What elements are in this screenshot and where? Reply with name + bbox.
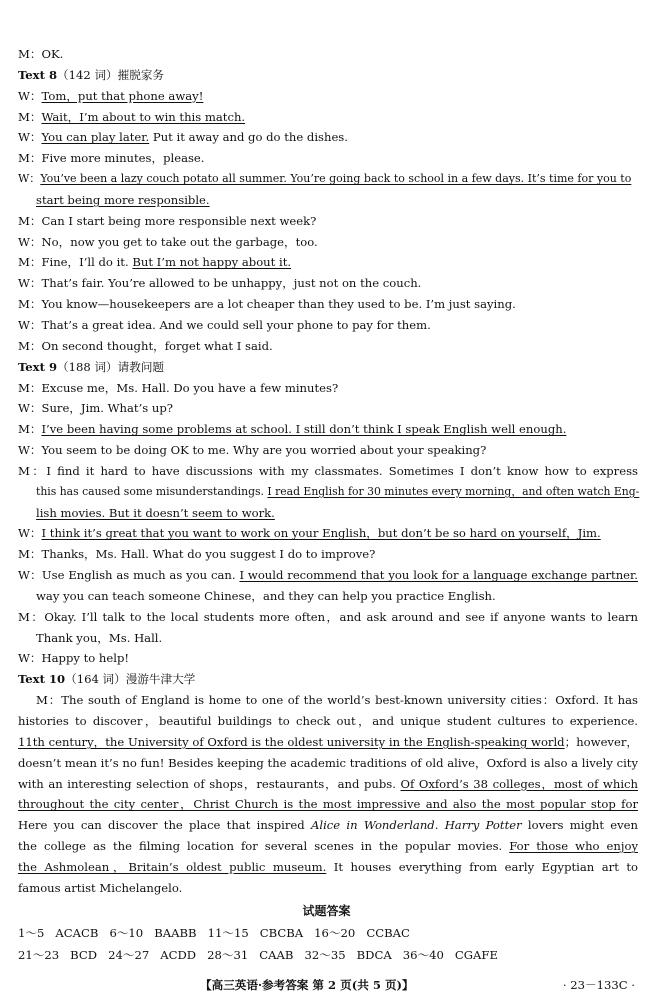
line-text: famous artist Michelangelo. bbox=[18, 880, 183, 895]
line-text: Text 9 bbox=[18, 359, 58, 374]
underlined-text: I’ve been having some problems at school. I still don’t think I speak English well enough. bbox=[41, 422, 567, 437]
line-text: ；however， bbox=[564, 734, 638, 749]
answer-row-2: 21～23 BCD 24～27 ACDD 28～31 CAAB 32～35 BDCA 36～40 CGAFE bbox=[18, 948, 498, 962]
line-text: M：On second thought，forget what I said. bbox=[18, 338, 273, 353]
line-text: M：The south of England is home to one of the world’s best-known university cities：Oxford. It has bbox=[36, 693, 638, 708]
transcript-line bbox=[18, 461, 638, 482]
underlined-text: You’ve been a lazy couch potato all summer. You’re going back to school in a few days. It’s time for you to bbox=[40, 172, 632, 186]
line-text: M：Fine，I’ll do it. bbox=[18, 255, 133, 270]
line-text: Here you can discover the place that inspired bbox=[18, 818, 311, 833]
line-text: M：Can I start being more responsible next week? bbox=[18, 213, 317, 228]
line-text: Harry Potter bbox=[444, 818, 522, 833]
transcript-line bbox=[18, 878, 638, 899]
line-text: histories to discover，beautiful buildings to check out，and unique student cultures to experience. bbox=[18, 714, 638, 728]
line-text: M：You know—housekeepers are a lot cheaper than they used to be. I’m just saying. bbox=[18, 297, 516, 312]
section-heading bbox=[18, 357, 638, 378]
line-text: W： bbox=[18, 172, 41, 186]
transcript-line bbox=[18, 774, 638, 795]
line-text: way you can teach someone Chinese，and they can help you practice English. bbox=[36, 588, 496, 603]
line-text: Alice in Wonderland bbox=[310, 818, 435, 833]
line-text: doesn’t mean it’s no fun! Besides keeping the academic traditions of old alive，Oxford is also a lively city bbox=[18, 755, 638, 770]
transcript-line bbox=[18, 711, 638, 732]
transcript-line bbox=[18, 107, 638, 128]
line-text: M：OK. bbox=[18, 47, 64, 61]
underlined-text: start being more responsible. bbox=[36, 192, 210, 207]
line-text: this has caused some misunderstandings. bbox=[36, 484, 268, 498]
line-text: lovers might even bbox=[527, 818, 638, 833]
line-text: M： bbox=[18, 109, 42, 124]
transcript-line bbox=[18, 86, 638, 107]
line-text: M：Excuse me，Ms. Hall. Do you have a few minutes? bbox=[18, 380, 339, 395]
underlined-text: You can play later. bbox=[41, 130, 150, 145]
transcript-body bbox=[18, 44, 638, 899]
line-text: Put it away and go do the dishes. bbox=[149, 130, 348, 145]
line-text: M：I find it hard to have discussions with my classmates. Sometimes I don’t know how to express bbox=[18, 463, 638, 478]
transcript-line bbox=[18, 44, 638, 65]
underlined-text: Wait，I’m about to win this match. bbox=[41, 109, 246, 124]
answer-row-1: 1～5 ACACB 6～10 BAABB 11～15 CBCBA 16～20 CCBAC bbox=[18, 926, 410, 940]
answers-title: 试题答案 bbox=[302, 904, 351, 918]
underlined-text: the Ashmolean，Britain’s oldest public museum. bbox=[18, 859, 327, 874]
transcript-line bbox=[18, 523, 638, 544]
underlined-text: I would recommend that you look for a language exchange partner. bbox=[239, 568, 638, 583]
line-text: . bbox=[434, 818, 445, 833]
transcript-line bbox=[18, 419, 638, 440]
transcript-line bbox=[18, 378, 638, 399]
section-heading bbox=[18, 65, 638, 86]
transcript-line bbox=[18, 565, 638, 586]
line-text: Text 10 bbox=[18, 672, 66, 687]
transcript-line bbox=[18, 732, 638, 753]
line-text: W：Use English as much as you can. bbox=[18, 568, 240, 583]
line-text: M：Thanks，Ms. Hall. What do you suggest I do to improve? bbox=[18, 547, 376, 562]
transcript-line bbox=[18, 294, 638, 315]
line-text: W： bbox=[18, 130, 42, 145]
line-text: W：No，now you get to take out the garbage，too. bbox=[18, 234, 318, 249]
transcript-line bbox=[18, 648, 638, 669]
transcript-line bbox=[18, 482, 638, 503]
underlined-text: Of Oxford’s 38 colleges，most of which bbox=[400, 776, 638, 791]
transcript-line bbox=[18, 794, 638, 815]
transcript-line bbox=[18, 127, 638, 148]
transcript-line bbox=[18, 336, 638, 357]
line-text: W：Happy to help! bbox=[18, 651, 130, 666]
underlined-text: I think it’s great that you want to work on your English，but don’t be so hard on yourself，Jim. bbox=[41, 526, 601, 541]
transcript-line bbox=[18, 857, 638, 878]
line-text: M： bbox=[18, 422, 42, 437]
underlined-text: lish movies. But it doesn’t seem to work. bbox=[36, 505, 275, 520]
line-text: W：Sure，Jim. What’s up? bbox=[18, 401, 174, 416]
line-text: W：That’s fair. You’re allowed to be unhappy，just not on the couch. bbox=[18, 276, 422, 291]
transcript-line bbox=[18, 148, 638, 169]
underlined-text: For those who enjoy bbox=[509, 839, 638, 854]
transcript-line bbox=[18, 232, 638, 253]
transcript-line bbox=[18, 190, 638, 211]
underlined-text: But I’m not happy about it. bbox=[132, 255, 292, 270]
transcript-line bbox=[18, 753, 638, 774]
line-text: Text 8 bbox=[18, 67, 58, 82]
line-text: M：Five more minutes，please. bbox=[18, 151, 205, 166]
transcript-line bbox=[18, 586, 638, 607]
line-text: W：You seem to be doing OK to me. Why are you worried about your speaking? bbox=[18, 443, 487, 458]
underlined-text: throughout the city center，Christ Church is the most impressive and also the most popular stop for bbox=[18, 797, 638, 812]
transcript-line bbox=[18, 544, 638, 565]
transcript-line bbox=[18, 628, 638, 649]
footer-page-info: 【高三英语·参考答案 第 2 页(共 5 页)】 bbox=[200, 978, 414, 992]
line-text: （142 词）摧脱家务 bbox=[57, 67, 165, 82]
line-text: W： bbox=[18, 526, 42, 541]
transcript-line bbox=[18, 440, 638, 461]
line-text: （188 词）请教问题 bbox=[57, 359, 165, 374]
underlined-text: Tom，put that phone away! bbox=[41, 88, 204, 103]
line-text: W： bbox=[18, 88, 42, 103]
transcript-line bbox=[18, 252, 638, 273]
line-text: It houses everything from early Egyptian art to bbox=[333, 859, 638, 874]
line-text: the college as the filming location for several scenes in the popular movies. bbox=[18, 839, 510, 854]
line-text: M：Okay. I’ll talk to the local students more often，and ask around and see if anyone wants to learn bbox=[18, 609, 638, 624]
transcript-line bbox=[18, 169, 638, 190]
transcript-line bbox=[18, 211, 638, 232]
page-footer bbox=[0, 977, 653, 997]
transcript-line bbox=[18, 398, 638, 419]
underlined-text: I read English for 30 minutes every morning，and often watch Eng- bbox=[267, 484, 640, 498]
line-text: Thank you，Ms. Hall. bbox=[36, 630, 163, 645]
line-text: （164 词）漫游牛津大学 bbox=[65, 672, 196, 687]
transcript-line bbox=[18, 815, 638, 836]
line-text: W：That’s a great idea. And we could sell your phone to pay for them. bbox=[18, 317, 431, 332]
transcript-line bbox=[18, 503, 638, 524]
transcript-line bbox=[18, 836, 638, 857]
line-text: with an interesting selection of shops，restaurants，and pubs. bbox=[18, 776, 401, 791]
transcript-line bbox=[18, 273, 638, 294]
section-heading bbox=[18, 669, 638, 690]
transcript-line bbox=[18, 690, 638, 711]
underlined-text: 11th century，the University of Oxford is the oldest university in the English-speaking world bbox=[18, 734, 565, 749]
transcript-line bbox=[18, 315, 638, 336]
transcript-line bbox=[18, 607, 638, 628]
footer-code: · 23－133C · bbox=[562, 978, 635, 992]
